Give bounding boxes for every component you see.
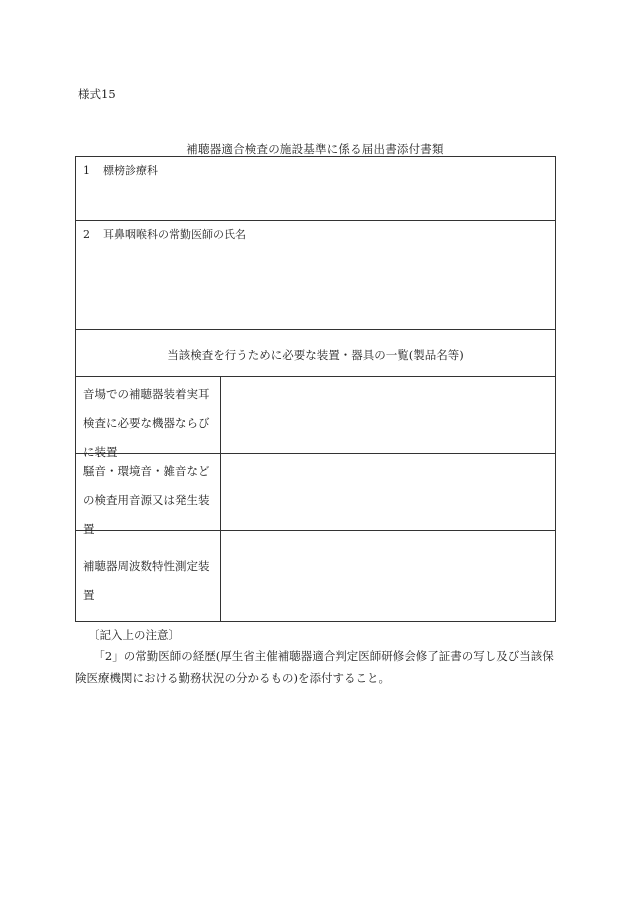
- section-title: 耳鼻咽喉科の常勤医師の氏名: [103, 228, 246, 241]
- notes-body: 「2」の常勤医師の経歴(厚生省主催補聴器適合判定医師研修会修了証書の写し及び当該保険医療機関における勤務状況の分かるもの)を添付すること。: [75, 649, 554, 685]
- form-number: 様式15: [78, 87, 116, 101]
- equipment-name-line: 騒音・環境音・雑音など: [83, 464, 210, 478]
- section-number: 1: [83, 164, 90, 177]
- document-title: 補聴器適合検査の施設基準に係る届出書添付書類: [186, 142, 444, 156]
- equipment-name-cell: [76, 454, 221, 536]
- equipment-name-line: 置: [83, 522, 95, 536]
- equipment-list-header: 当該検査を行うために必要な装置・器具の一覧(製品名等): [167, 348, 464, 362]
- equipment-entry-cell[interactable]: [221, 377, 555, 453]
- section-1-row: [76, 157, 555, 221]
- equipment-name-line: 検査に必要な機器ならび: [83, 416, 210, 430]
- equipment-entry-cell[interactable]: [221, 454, 555, 530]
- equipment-name-line: 置: [83, 588, 95, 602]
- equipment-row: [76, 454, 555, 536]
- form-table: [75, 156, 556, 622]
- equipment-row: [76, 531, 555, 622]
- section-2-label: [83, 226, 246, 242]
- section-number: 2: [83, 228, 90, 241]
- equipment-name-line: 音場での補聴器装着実耳: [83, 387, 210, 401]
- section-1-label: [83, 162, 158, 178]
- equipment-name-line: の検査用音源又は発生装: [83, 493, 210, 507]
- notes-title: 〔記入上の注意〕: [88, 628, 180, 642]
- equipment-entry-cell[interactable]: [221, 531, 555, 622]
- section-title: 標榜診療科: [103, 164, 158, 177]
- equipment-name-cell: [76, 531, 221, 622]
- equipment-name-cell: [76, 377, 221, 459]
- equipment-header-row: [76, 330, 555, 377]
- equipment-name-line: 補聴器周波数特性測定装: [83, 559, 210, 573]
- equipment-row: [76, 377, 555, 459]
- section-2-row: [76, 221, 555, 330]
- equipment-name-line: に装置: [83, 445, 118, 459]
